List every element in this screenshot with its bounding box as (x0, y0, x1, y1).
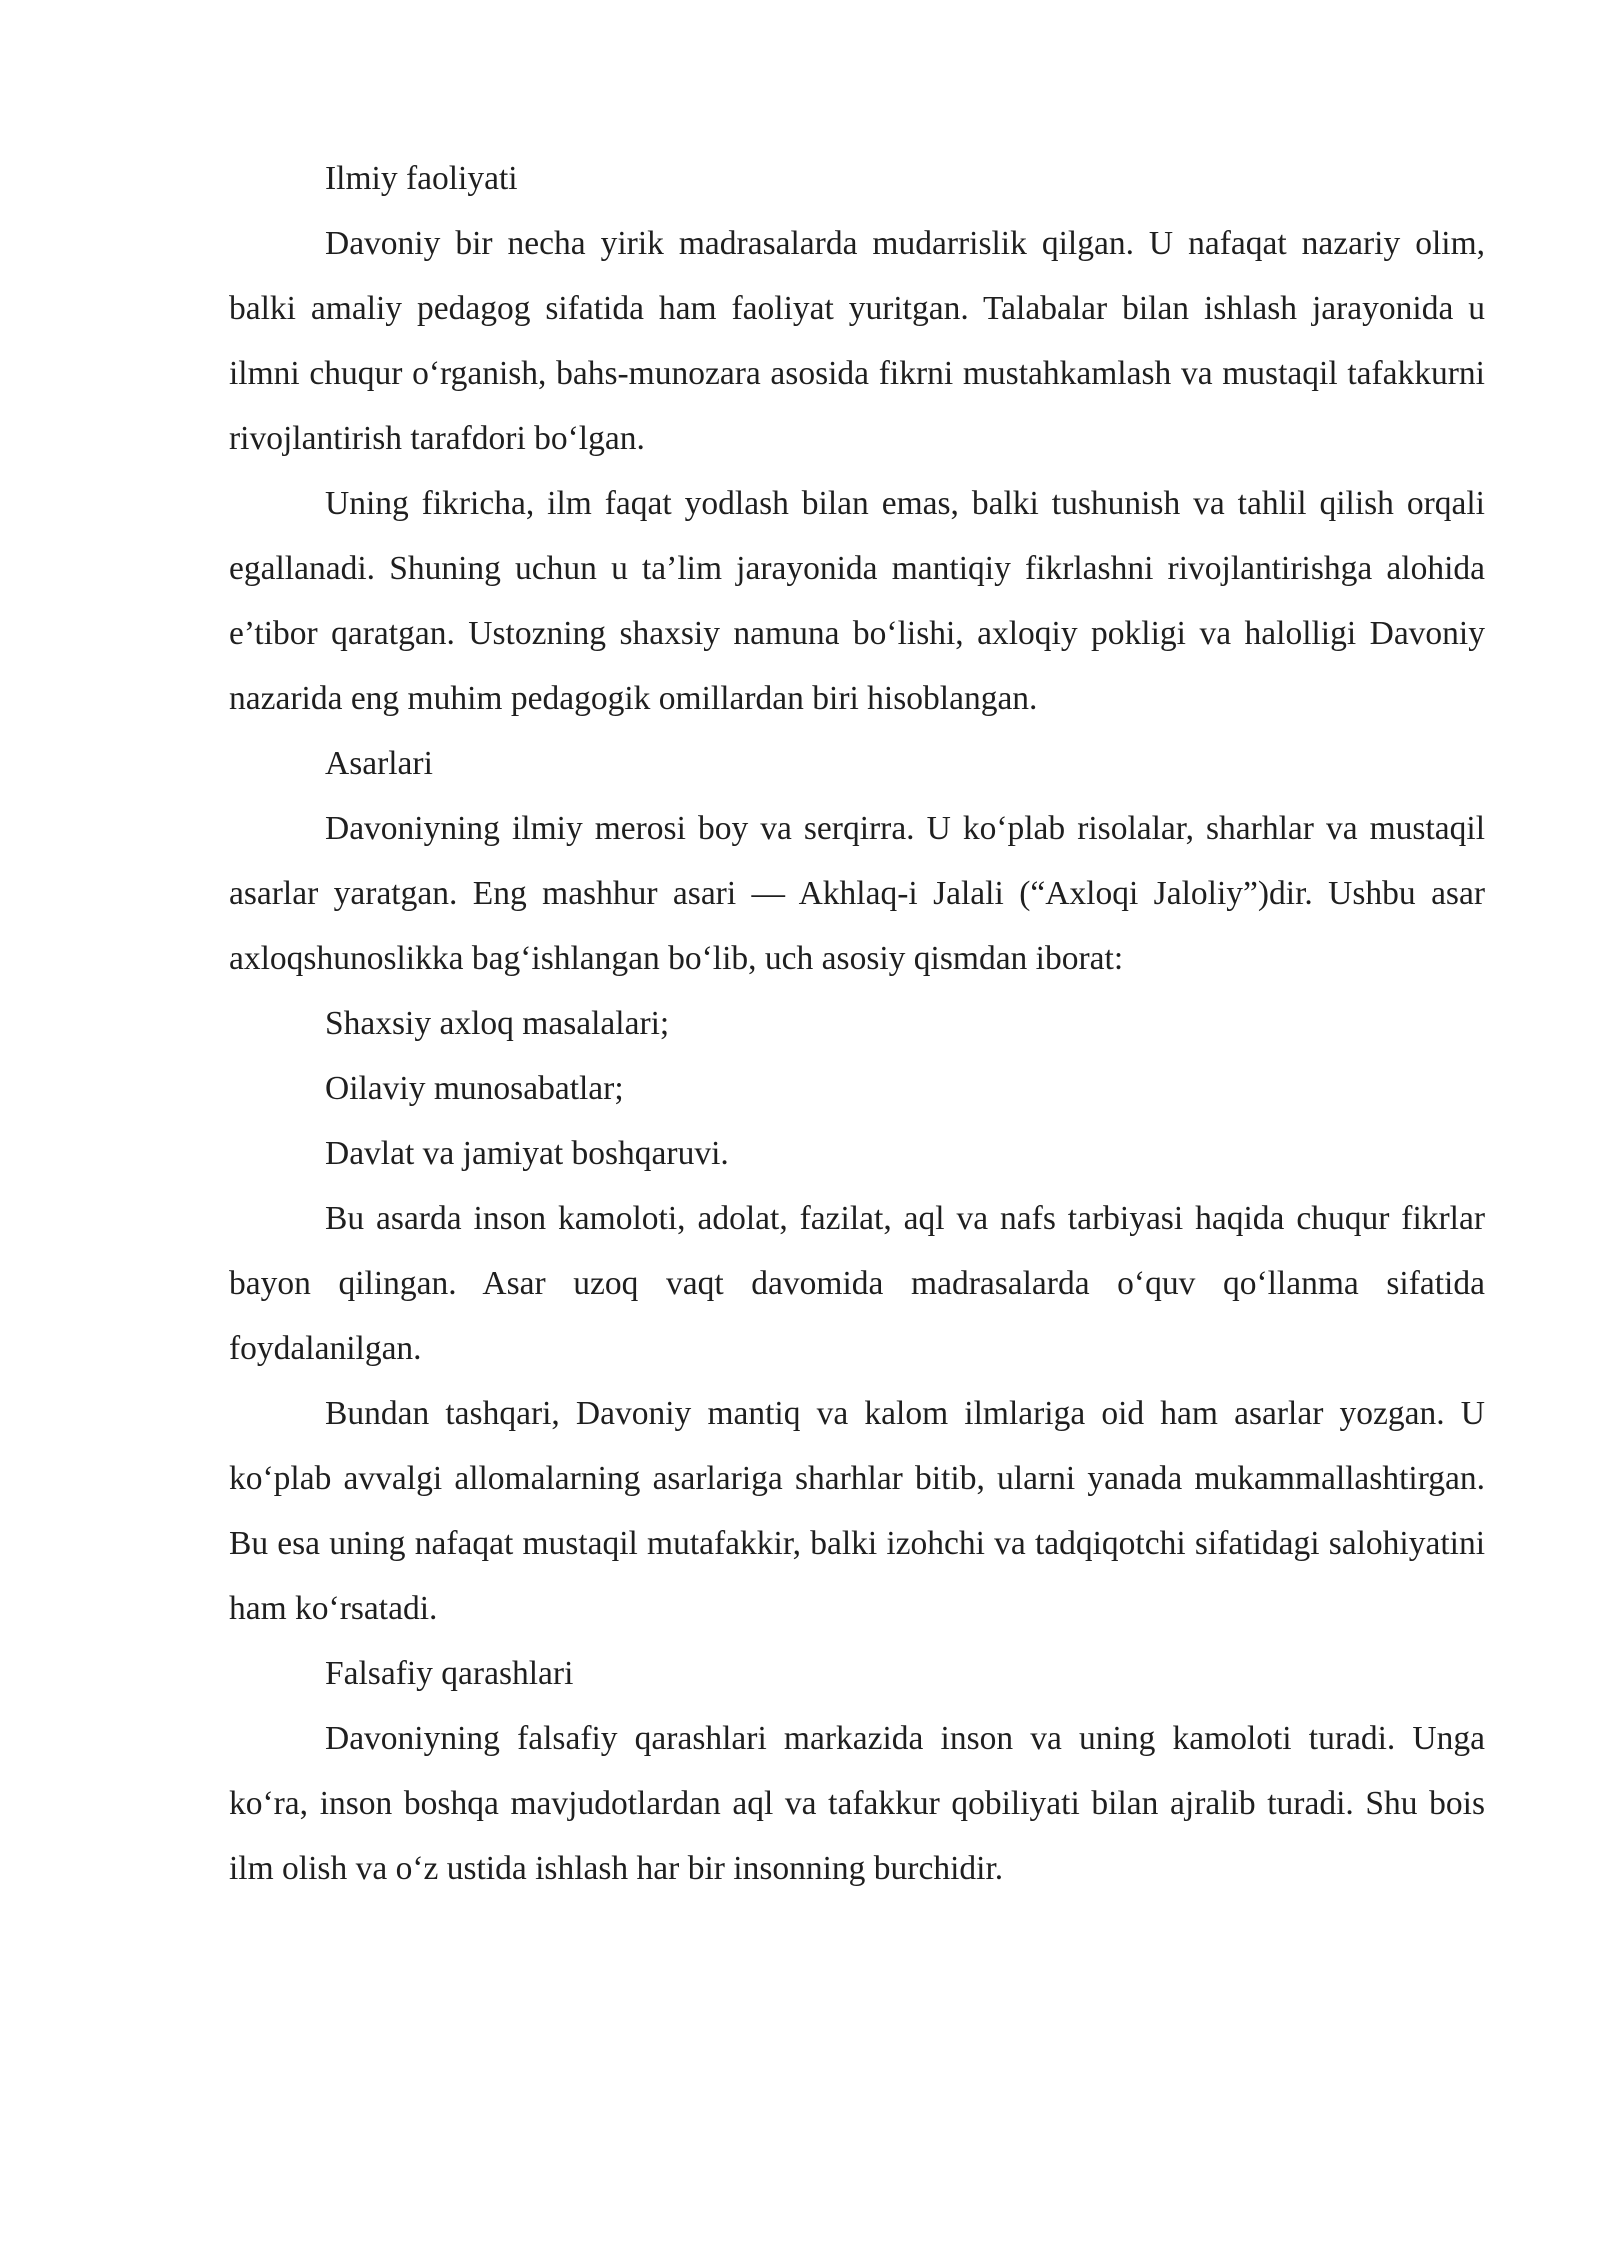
paragraph-teaching-activity: Davoniy bir necha yirik madrasalarda mudarrislik qilgan. U nafaqat nazariy olim, balki amaliy pedagog sifatida ham faoliyat yuritgan. Talabalar bilan ishlash jarayonida u ilmni chuqur o‘rganish, bahs-munozara asosida fikrni mustahkamlash va mustaqil tafakkurni rivojlantirish tarafdori bo‘lgan. (229, 225, 1485, 457)
document-body (229, 146, 1485, 1901)
section-heading-falsafiy-qarashlari: Falsafiy qarashlari (325, 1655, 574, 1692)
paragraph-work-content: Bu asarda inson kamoloti, adolat, fazilat, aql va nafs tarbiyasi haqida chuqur fikrlar bayon qilingan. Asar uzoq vaqt davomida madrasalarda o‘quv qo‘llanma sifatida foydalanilgan. (229, 1200, 1485, 1367)
section-heading-ilmiy-faoliyati: Ilmiy faoliyati (325, 160, 518, 197)
list-item-family-relations: Oilaviy munosabatlar; (325, 1070, 624, 1107)
list-item-state-governance: Davlat va jamiyat boshqaruvi. (325, 1135, 729, 1172)
paragraph-other-works: Bundan tashqari, Davoniy mantiq va kalom ilmlariga oid ham asarlar yozgan. U ko‘plab avvalgi allomalarning asarlariga sharhlar bitib, ularni yanada mukammallashtirgan. Bu esa uning nafaqat mustaqil mutafakkir, balki izohchi va tadqiqotchi sifatidagi salohiyatini ham ko‘rsatadi. (229, 1395, 1485, 1627)
paragraph-scholarly-legacy: Davoniyning ilmiy merosi boy va serqirra. U ko‘plab risolalar, sharhlar va mustaqil asarlar yaratgan. Eng mashhur asari — Akhlaq-i Jalali (“Axloqi Jaloliy”)dir. Ushbu asar axloqshunoslikka bag‘ishlangan bo‘lib, uch asosiy qismdan iborat: (229, 810, 1485, 977)
list-item-personal-ethics: Shaxsiy axloq masalalari; (325, 1005, 670, 1042)
paragraph-philosophical-views: Davoniyning falsafiy qarashlari markazida inson va uning kamoloti turadi. Unga ko‘ra, inson boshqa mavjudotlardan aql va tafakkur qobiliyati bilan ajralib turadi. Shu bois ilm olish va o‘z ustida ishlash har bir insonning burchidir. (229, 1720, 1485, 1887)
section-heading-asarlari: Asarlari (325, 745, 433, 782)
paragraph-knowledge-views: Uning fikricha, ilm faqat yodlash bilan emas, balki tushunish va tahlil qilish orqali egallanadi. Shuning uchun u ta’lim jarayonida mantiqiy fikrlashni rivojlantirishga alohida e’tibor qaratgan. Ustozning shaxsiy namuna bo‘lishi, axloqiy pokligi va halolligi Davoniy nazarida eng muhim pedagogik omillardan biri hisoblangan. (229, 485, 1485, 717)
